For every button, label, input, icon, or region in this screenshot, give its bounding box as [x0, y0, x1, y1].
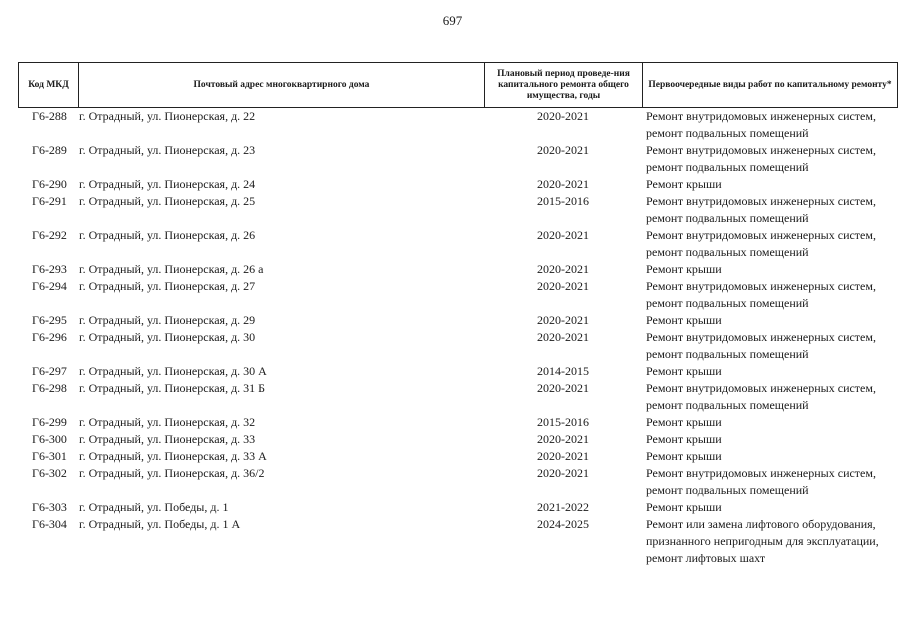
- table-row: [18, 278, 898, 312]
- row-works-line: ремонт подвальных помещений: [646, 347, 809, 361]
- row-works: [646, 516, 900, 567]
- row-period: 2020-2021: [537, 466, 589, 480]
- row-address: г. Отрадный, ул. Пионерская, д. 30 А: [79, 364, 267, 378]
- row-period: 2020-2021: [537, 109, 589, 123]
- table-row: [18, 176, 898, 193]
- row-code: Г6-299: [32, 415, 67, 429]
- table-row: [18, 380, 898, 414]
- table-row: [18, 431, 898, 448]
- row-works-line: Ремонт крыши: [646, 415, 722, 429]
- row-address: г. Отрадный, ул. Победы, д. 1 А: [79, 517, 241, 531]
- row-address: г. Отрадный, ул. Пионерская, д. 31 Б: [79, 381, 266, 395]
- row-works: [646, 380, 900, 414]
- row-works-line: Ремонт крыши: [646, 364, 722, 378]
- page-number: 697: [442, 13, 463, 28]
- row-code: Г6-304: [32, 517, 67, 531]
- row-address: г. Отрадный, ул. Пионерская, д. 29: [79, 313, 256, 327]
- row-works-line: Ремонт крыши: [646, 432, 722, 446]
- table-body: [18, 108, 898, 567]
- row-address: г. Отрадный, ул. Пионерская, д. 30: [79, 330, 256, 344]
- row-code: Г6-300: [32, 432, 67, 446]
- row-works-line: ремонт подвальных помещений: [646, 296, 809, 310]
- header-code: Код МКД: [19, 63, 79, 107]
- capital-repair-table: [18, 62, 898, 567]
- row-works-line: Ремонт или замена лифтового оборудования,: [646, 517, 876, 531]
- row-address: г. Отрадный, ул. Пионерская, д. 22: [79, 109, 256, 123]
- table-header: [18, 62, 898, 108]
- row-code: Г6-296: [32, 330, 67, 344]
- table-row: [18, 329, 898, 363]
- row-code: Г6-295: [32, 313, 67, 327]
- row-works-line: Ремонт крыши: [646, 500, 722, 514]
- row-code: Г6-298: [32, 381, 67, 395]
- row-works-line: признанного непригодным для эксплуатации,: [646, 534, 879, 548]
- row-period: 2020-2021: [537, 262, 589, 276]
- row-address: г. Отрадный, ул. Пионерская, д. 27: [79, 279, 256, 293]
- table-row: [18, 108, 898, 142]
- row-works: [646, 363, 900, 380]
- row-works: [646, 431, 900, 448]
- row-works: [646, 142, 900, 176]
- row-period: 2020-2021: [537, 330, 589, 344]
- row-address: г. Отрадный, ул. Пионерская, д. 36/2: [79, 466, 265, 480]
- row-works-line: Ремонт внутридомовых инженерных систем,: [646, 109, 876, 123]
- header-address: Почтовый адрес многоквартирного дома: [79, 63, 485, 107]
- row-code: Г6-293: [32, 262, 67, 276]
- row-period: 2015-2016: [537, 415, 589, 429]
- table-row: [18, 414, 898, 431]
- row-period: 2020-2021: [537, 381, 589, 395]
- row-period: 2020-2021: [537, 143, 589, 157]
- row-code: Г6-289: [32, 143, 67, 157]
- row-code: Г6-301: [32, 449, 67, 463]
- row-period: 2015-2016: [537, 194, 589, 208]
- header-period: Плановый период проведе-ния капитального ремонта общего имущества, годы: [485, 63, 643, 107]
- row-works: [646, 108, 900, 142]
- row-address: г. Отрадный, ул. Пионерская, д. 33: [79, 432, 256, 446]
- row-works-line: Ремонт внутридомовых инженерных систем,: [646, 143, 876, 157]
- row-address: г. Отрадный, ул. Пионерская, д. 24: [79, 177, 256, 191]
- row-address: г. Отрадный, ул. Пионерская, д. 26: [79, 228, 256, 242]
- table-row: [18, 193, 898, 227]
- row-works: [646, 261, 900, 278]
- table-row: [18, 261, 898, 278]
- row-period: 2020-2021: [537, 313, 589, 327]
- row-code: Г6-288: [32, 109, 67, 123]
- row-period: 2024-2025: [537, 517, 589, 531]
- row-works-line: Ремонт внутридомовых инженерных систем,: [646, 194, 876, 208]
- row-works-line: ремонт подвальных помещений: [646, 160, 809, 174]
- row-works: [646, 329, 900, 363]
- row-works-line: Ремонт внутридомовых инженерных систем,: [646, 228, 876, 242]
- row-works-line: Ремонт внутридомовых инженерных систем,: [646, 330, 876, 344]
- row-period: 2021-2022: [537, 500, 589, 514]
- row-code: Г6-292: [32, 228, 67, 242]
- row-works-line: ремонт лифтовых шахт: [646, 551, 766, 565]
- row-address: г. Отрадный, ул. Пионерская, д. 26 а: [79, 262, 264, 276]
- row-address: г. Отрадный, ул. Пионерская, д. 23: [79, 143, 256, 157]
- table-row: [18, 363, 898, 380]
- row-works-line: Ремонт внутридомовых инженерных систем,: [646, 466, 876, 480]
- table-row: [18, 448, 898, 465]
- row-works-line: ремонт подвальных помещений: [646, 245, 809, 259]
- row-code: Г6-303: [32, 500, 67, 514]
- row-works: [646, 278, 900, 312]
- table-row: [18, 499, 898, 516]
- row-code: Г6-297: [32, 364, 67, 378]
- row-period: 2020-2021: [537, 228, 589, 242]
- row-period: 2014-2015: [537, 364, 589, 378]
- row-works: [646, 227, 900, 261]
- row-works-line: Ремонт крыши: [646, 313, 722, 327]
- row-works-line: Ремонт внутридомовых инженерных систем,: [646, 279, 876, 293]
- row-period: 2020-2021: [537, 432, 589, 446]
- table-row: [18, 516, 898, 567]
- row-works: [646, 176, 900, 193]
- row-period: 2020-2021: [537, 279, 589, 293]
- row-works: [646, 499, 900, 516]
- row-works-line: Ремонт крыши: [646, 262, 722, 276]
- row-code: Г6-302: [32, 466, 67, 480]
- row-address: г. Отрадный, ул. Пионерская, д. 33 А: [79, 449, 267, 463]
- row-works: [646, 312, 900, 329]
- row-period: 2020-2021: [537, 177, 589, 191]
- table-row: [18, 142, 898, 176]
- row-address: г. Отрадный, ул. Пионерская, д. 32: [79, 415, 256, 429]
- row-address: г. Отрадный, ул. Победы, д. 1: [79, 500, 229, 514]
- row-works-line: ремонт подвальных помещений: [646, 126, 809, 140]
- row-works-line: ремонт подвальных помещений: [646, 211, 809, 225]
- table-row: [18, 465, 898, 499]
- row-works-line: ремонт подвальных помещений: [646, 398, 809, 412]
- row-period: 2020-2021: [537, 449, 589, 463]
- row-works: [646, 414, 900, 431]
- row-works: [646, 193, 900, 227]
- table-row: [18, 312, 898, 329]
- header-works: Первоочередные виды работ по капитальному ремонту*: [648, 79, 892, 90]
- row-address: г. Отрадный, ул. Пионерская, д. 25: [79, 194, 256, 208]
- row-works-line: Ремонт внутридомовых инженерных систем,: [646, 381, 876, 395]
- row-works: [646, 448, 900, 465]
- table-row: [18, 227, 898, 261]
- row-code: Г6-294: [32, 279, 67, 293]
- row-code: Г6-291: [32, 194, 67, 208]
- row-works-line: Ремонт крыши: [646, 177, 722, 191]
- row-code: Г6-290: [32, 177, 67, 191]
- row-works-line: ремонт подвальных помещений: [646, 483, 809, 497]
- row-works: [646, 465, 900, 499]
- row-works-line: Ремонт крыши: [646, 449, 722, 463]
